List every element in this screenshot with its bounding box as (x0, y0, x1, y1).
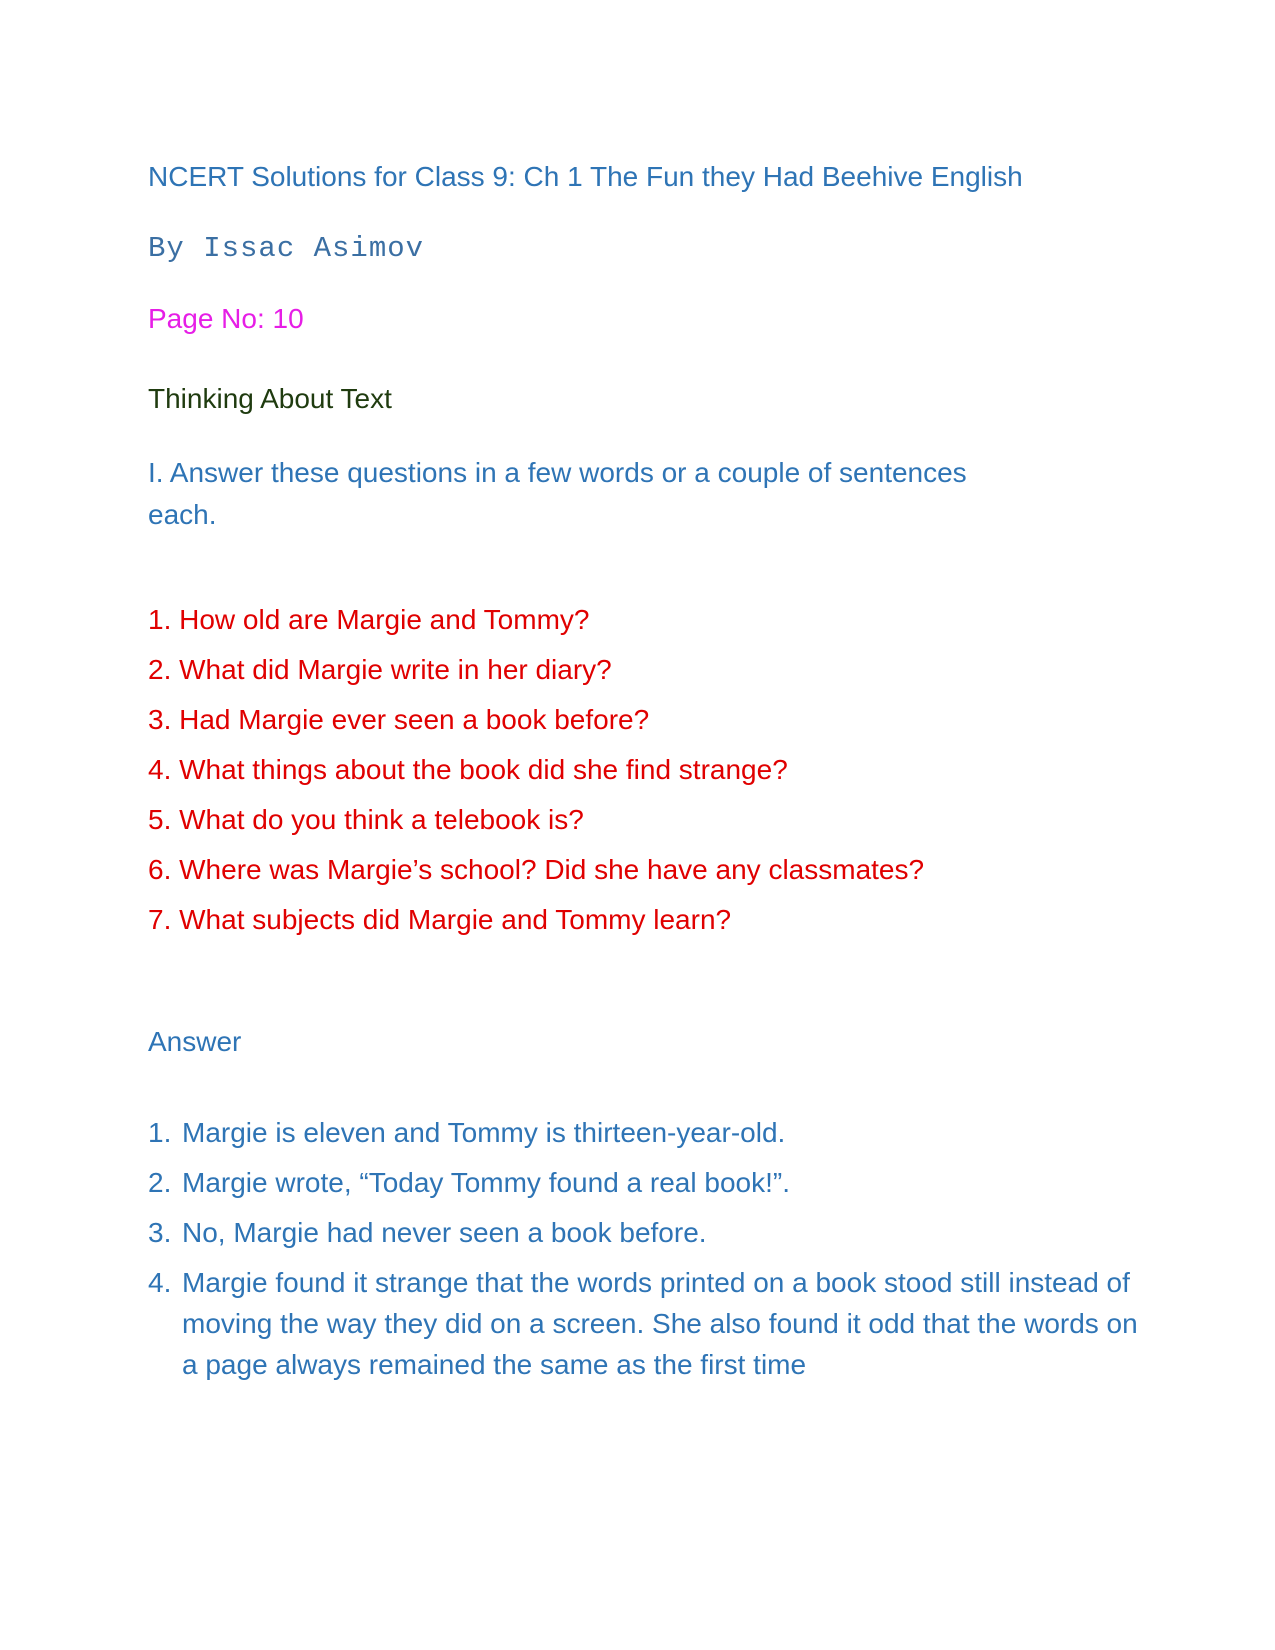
question-item: 2. What did Margie write in her diary? (148, 654, 612, 685)
author-line: By Issac Asimov (148, 232, 425, 265)
section-heading: Thinking About Text (148, 383, 392, 414)
answer-heading: Answer (148, 1026, 242, 1057)
answer-text: No, Margie had never seen a book before. (182, 1217, 707, 1248)
question-item: 6. Where was Margie’s school? Did she have any classmates? (148, 854, 925, 885)
answer-item (148, 1112, 1138, 1153)
instruction-line-1: I. Answer these questions in a few words or a couple of sentences (148, 457, 967, 488)
answer-number: 3. (148, 1217, 172, 1248)
question-item: 1. How old are Margie and Tommy? (148, 604, 590, 635)
document-title: NCERT Solutions for Class 9: Ch 1 The Fun they Had Beehive English (148, 161, 1023, 192)
answer-list (148, 1112, 1138, 1394)
page-number: Page No: 10 (148, 303, 304, 334)
question-list (148, 595, 924, 945)
answer-text: Margie found it strange that the words printed on a book stood still instead of moving the way they did on a screen. She also found it odd that the words on a page always remained the same as the first time (182, 1267, 1138, 1380)
answer-number: 4. (148, 1267, 172, 1298)
question-item: 3. Had Margie ever seen a book before? (148, 704, 650, 735)
instruction-line-2: each. (148, 499, 217, 530)
question-item: 5. What do you think a telebook is? (148, 804, 584, 835)
question-item: 7. What subjects did Margie and Tommy learn? (148, 904, 732, 935)
answer-item (148, 1262, 1138, 1385)
answer-text: Margie wrote, “Today Tommy found a real book!”. (182, 1167, 790, 1198)
answer-text: Margie is eleven and Tommy is thirteen-year-old. (182, 1117, 786, 1148)
answer-number: 2. (148, 1167, 172, 1198)
answer-item (148, 1212, 1138, 1253)
answer-number: 1. (148, 1117, 172, 1148)
question-item: 4. What things about the book did she find strange? (148, 754, 788, 785)
answer-item (148, 1162, 1138, 1203)
